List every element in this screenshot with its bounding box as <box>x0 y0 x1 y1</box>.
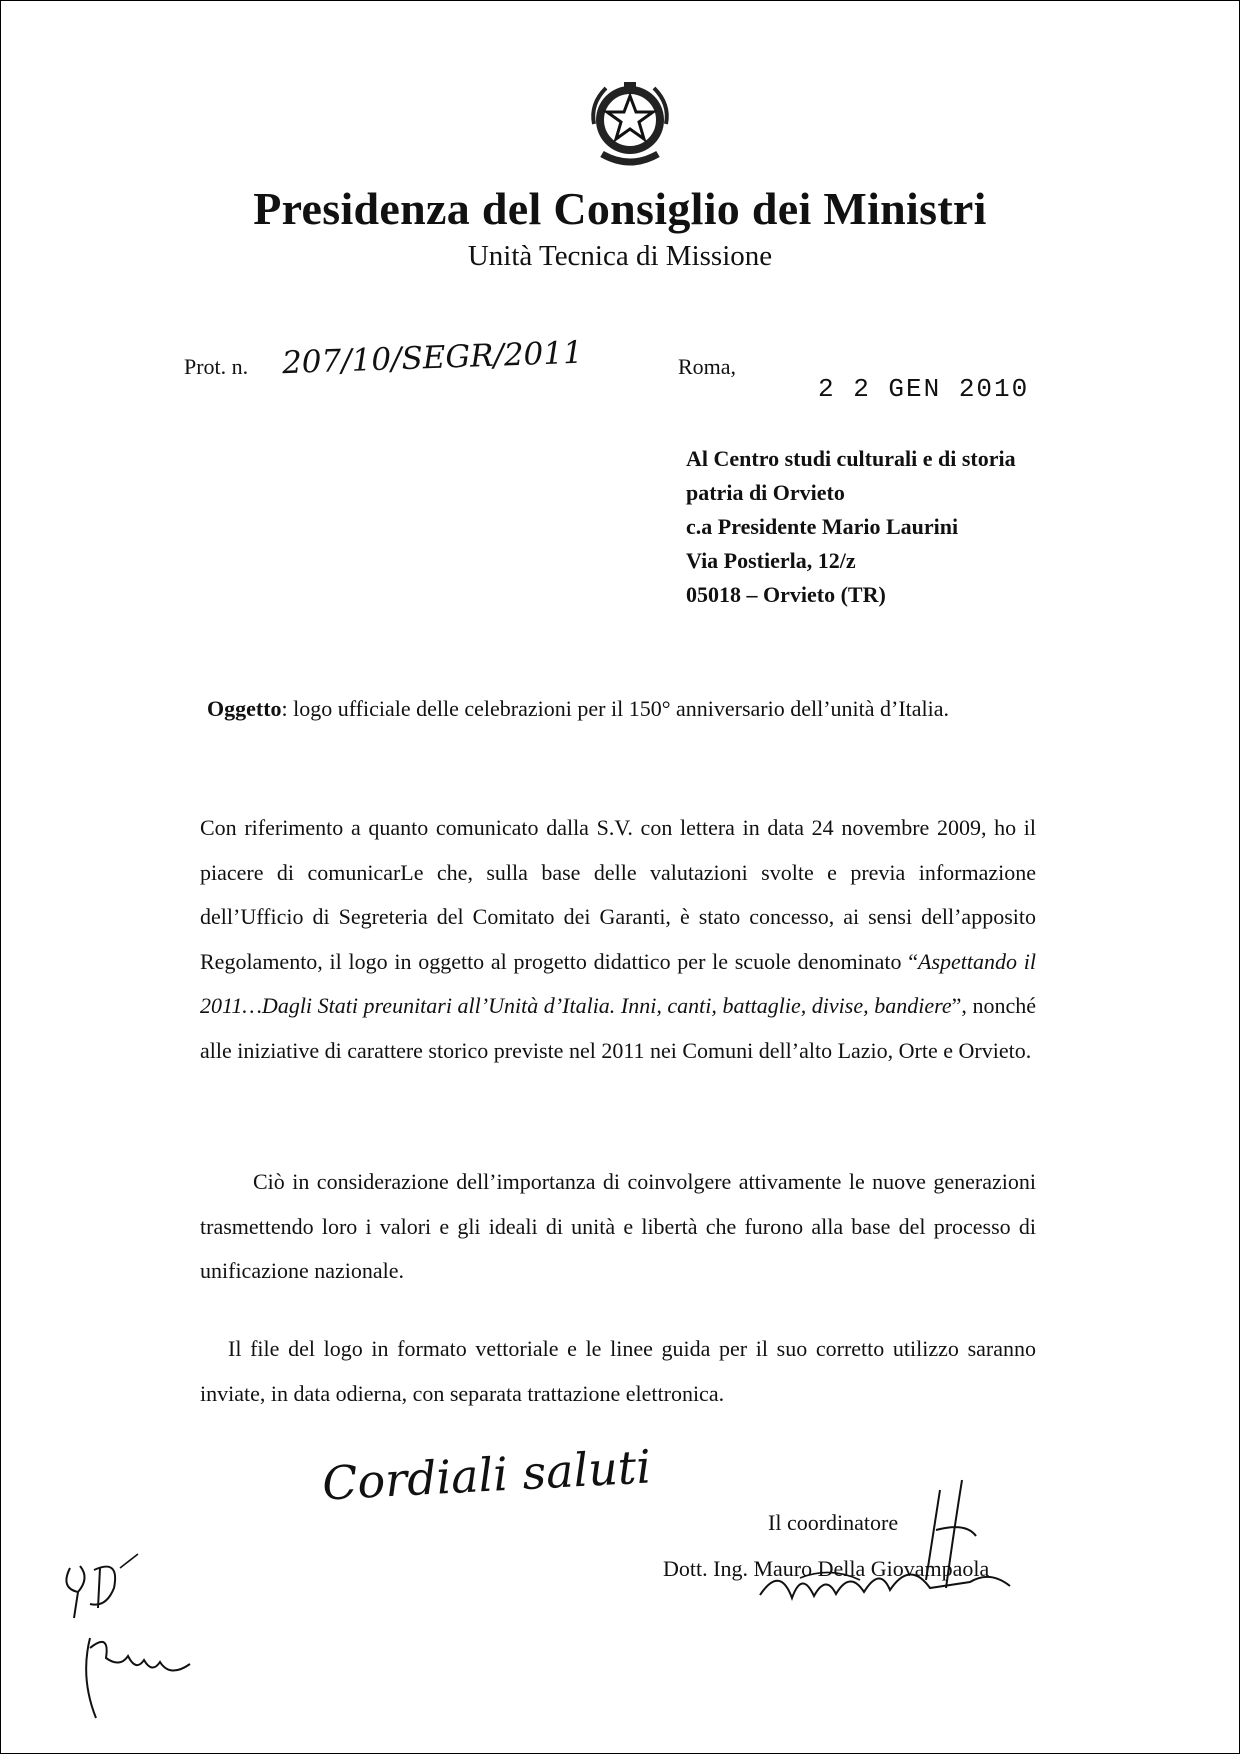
protocol-label: Prot. n. <box>184 354 249 379</box>
recipient-line: Al Centro studi culturali e di storia <box>686 446 1016 471</box>
recipient-line: patria di Orvieto <box>686 480 845 505</box>
signer-title: Il coordinatore <box>768 1510 899 1535</box>
body-text: Con riferimento a quanto comunicato dalla S.V. con lettera in data 24 novembre 2009, ho il piacere di comunicarLe che, sulla base delle valutazioni svolte e previa informazione dell’Ufficio di Segreteria del Comitato dei Garanti, è stato concesso, ai sensi dell’apposito Regolamento, il logo in oggetto al progetto didattico per le scuole denominato “ <box>200 815 1036 974</box>
signer-name: Dott. Ing. Mauro Della Giovampaola <box>663 1556 990 1581</box>
recipient-line: c.a Presidente Mario Laurini <box>686 514 959 539</box>
protocol-number-handwritten: 207/10/SEGR/2011 <box>281 334 584 382</box>
recipient-line: Via Postierla, 12/z <box>686 548 856 573</box>
page-subtitle: Unità Tecnica di Missione <box>467 240 773 272</box>
italian-republic-emblem-icon <box>584 74 676 170</box>
body-paragraph-2: Ciò in considerazione dell’importanza di coinvolgere attivamente le nuove generazioni trasmettendo loro i valori e gli ideali di unità e libertà che furono alla base del processo di unificazione nazionale. <box>200 1169 1036 1283</box>
recipient-line: 05018 – Orvieto (TR) <box>686 582 886 607</box>
subject-label: Oggetto <box>207 696 282 721</box>
date-stamp: 2 2 GEN 2010 <box>818 374 1030 404</box>
subject-line <box>207 696 949 722</box>
body-paragraph-1 <box>200 806 1036 1073</box>
body-paragraph-3: Il file del logo in formato vettoriale e le linee guida per il suo corretto utilizzo saranno inviate, in data odierna, con separata trattazione elettronica. <box>200 1336 1036 1406</box>
body-text: ”, nonché alle iniziative di carattere storico previste nel 2011 nei Comuni dell’alto Lazio, Orte e Orvieto. <box>200 993 1036 1063</box>
handwritten-margin-note <box>50 1548 210 1728</box>
project-title: Aspettando il 2011…Dagli Stati preunitari all’Unità d’Italia. Inni, canti, battaglie, divise, bandiere <box>200 948 1036 1018</box>
handwritten-greeting: Cordiali saluti <box>320 1439 653 1511</box>
recipient-address <box>686 442 1016 612</box>
place-label: Roma, <box>678 354 737 379</box>
page-title: Presidenza del Consiglio dei Ministri <box>253 183 987 234</box>
subject-text: : logo ufficiale delle celebrazioni per il 150° anniversario dell’unità d’Italia. <box>281 696 950 721</box>
handwritten-signature <box>740 1470 1040 1620</box>
